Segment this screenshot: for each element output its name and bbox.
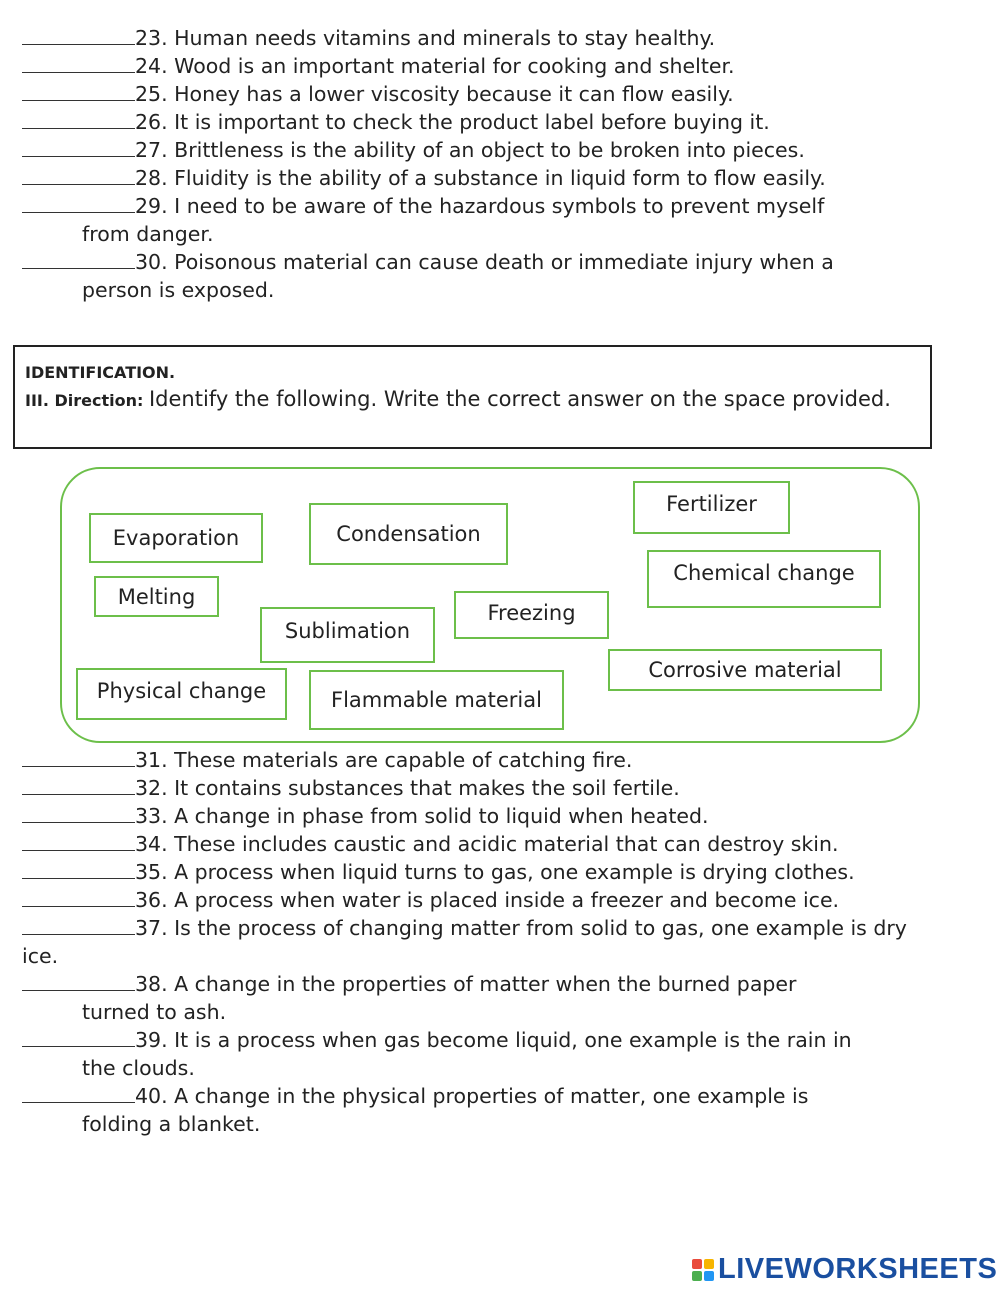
answer-blank-23[interactable] <box>22 25 135 45</box>
question-31: 31. These materials are capable of catching fire. <box>22 746 982 774</box>
question-38: 38. A change in the properties of matter when the burned paper <box>22 970 982 998</box>
logo-text: LIVEWORKSHEETS <box>718 1253 998 1285</box>
answer-blank-24[interactable] <box>22 53 135 73</box>
question-24: 24. Wood is an important material for cooking and shelter. <box>22 52 982 80</box>
questions-bottom <box>22 746 982 1138</box>
answer-blank-33[interactable] <box>22 803 135 823</box>
question-37-continued: ice. <box>22 944 59 968</box>
question-36: 36. A process when water is placed inside a freezer and become ice. <box>22 886 982 914</box>
question-27: 27. Brittleness is the ability of an object to be broken into pieces. <box>22 136 982 164</box>
question-37: 37. Is the process of changing matter from solid to gas, one example is dry <box>22 914 982 942</box>
logo-square <box>704 1259 714 1269</box>
identification-box <box>13 345 932 449</box>
choice-sublimation[interactable]: Sublimation <box>260 607 435 663</box>
answer-blank-38[interactable] <box>22 971 135 991</box>
question-34: 34. These includes caustic and acidic material that can destroy skin. <box>22 830 982 858</box>
choice-evaporation[interactable]: Evaporation <box>89 513 263 563</box>
logo-square <box>692 1271 702 1281</box>
logo-squares-icon <box>692 1259 714 1281</box>
section-title: IDENTIFICATION. <box>25 363 176 382</box>
answer-blank-35[interactable] <box>22 859 135 879</box>
answer-blank-31[interactable] <box>22 747 135 767</box>
question-26: 26. It is important to check the product label before buying it. <box>22 108 982 136</box>
question-23: 23. Human needs vitamins and minerals to stay healthy. <box>22 24 982 52</box>
question-30: 30. Poisonous material can cause death or immediate injury when a <box>22 248 982 276</box>
answer-blank-26[interactable] <box>22 109 135 129</box>
answer-blank-36[interactable] <box>22 887 135 907</box>
question-28: 28. Fluidity is the ability of a substance in liquid form to flow easily. <box>22 164 982 192</box>
question-33: 33. A change in phase from solid to liquid when heated. <box>22 802 982 830</box>
answer-blank-29[interactable] <box>22 193 135 213</box>
answer-blank-28[interactable] <box>22 165 135 185</box>
answer-blank-34[interactable] <box>22 831 135 851</box>
choice-physical-change[interactable]: Physical change <box>76 668 287 720</box>
question-38-continued: turned to ash. <box>82 1000 227 1024</box>
answer-blank-30[interactable] <box>22 249 135 269</box>
question-40-continued: folding a blanket. <box>82 1112 261 1136</box>
direction-text: Identify the following. Write the correct answer on the space provided. <box>148 387 891 411</box>
question-32: 32. It contains substances that makes the soil fertile. <box>22 774 982 802</box>
choice-freezing[interactable]: Freezing <box>454 591 609 639</box>
answer-blank-37[interactable] <box>22 915 135 935</box>
question-30-continued: person is exposed. <box>82 278 275 302</box>
question-39: 39. It is a process when gas become liquid, one example is the rain in <box>22 1026 982 1054</box>
liveworksheets-logo <box>692 1253 997 1286</box>
question-29-continued: from danger. <box>82 222 214 246</box>
question-39-continued: the clouds. <box>82 1056 195 1080</box>
questions-top <box>22 24 982 304</box>
question-40: 40. A change in the physical properties of matter, one example is <box>22 1082 982 1110</box>
question-35: 35. A process when liquid turns to gas, one example is drying clothes. <box>22 858 982 886</box>
choice-fertilizer[interactable]: Fertilizer <box>633 481 790 534</box>
logo-square <box>704 1271 714 1281</box>
choice-melting[interactable]: Melting <box>94 576 219 617</box>
answer-blank-40[interactable] <box>22 1083 135 1103</box>
direction-line <box>25 387 891 411</box>
question-25: 25. Honey has a lower viscosity because it can flow easily. <box>22 80 982 108</box>
choice-condensation[interactable]: Condensation <box>309 503 508 565</box>
answer-blank-25[interactable] <box>22 81 135 101</box>
logo-square <box>692 1259 702 1269</box>
choice-chemical-change[interactable]: Chemical change <box>647 550 881 608</box>
answer-blank-39[interactable] <box>22 1027 135 1047</box>
question-29: 29. I need to be aware of the hazardous symbols to prevent myself <box>22 192 982 220</box>
choice-corrosive-material[interactable]: Corrosive material <box>608 649 882 691</box>
choice-flammable-material[interactable]: Flammable material <box>309 670 564 730</box>
answer-blank-27[interactable] <box>22 137 135 157</box>
direction-label: III. Direction: <box>25 391 149 410</box>
answer-blank-32[interactable] <box>22 775 135 795</box>
